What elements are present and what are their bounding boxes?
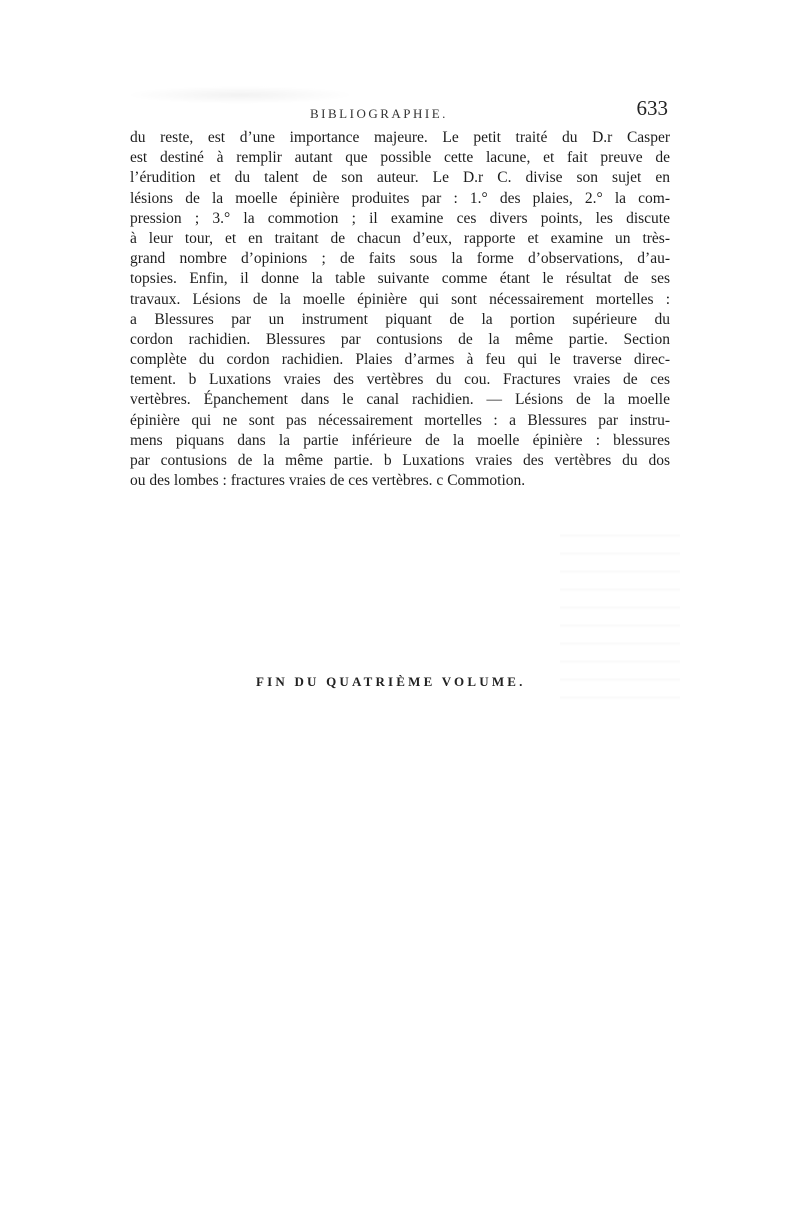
- text-line: grand nombre d’opinions ; de faits sous la forme d’observations, d’au-: [130, 250, 670, 268]
- running-title: BIBLIOGRAPHIE.: [310, 106, 448, 121]
- text-line: épinière qui ne sont pas nécessairement mortelles : a Blessures par instru-: [130, 411, 670, 429]
- text-line: travaux. Lésions de la moelle épinière qui sont nécessairement mortelles :: [130, 290, 670, 308]
- text-line: tement. b Luxations vraies des vertèbres du cou. Fractures vraies de ces: [130, 371, 670, 389]
- text-line: topsies. Enfin, il donne la table suivante comme étant le résultat de ses: [130, 270, 670, 288]
- text-line: ou des lombes : fractures vraies de ces vertèbres. c Commotion.: [130, 472, 526, 490]
- body-paragraph: [130, 128, 670, 491]
- colophon: FIN DU QUATRIÈME VOLUME.: [256, 674, 526, 689]
- text-line: par contusions de la même partie. b Luxations vraies des vertèbres du dos: [130, 452, 670, 469]
- page-number: 633: [636, 96, 668, 120]
- text-line: vertèbres. Épanchement dans le canal rachidien. — Lésions de la moelle: [130, 391, 670, 409]
- text-line: du reste, est d’une importance majeure. Le petit traité du D.r Casper: [130, 129, 670, 146]
- text-line: l’érudition et du talent de son auteur. Le D.r C. divise son sujet en: [130, 169, 670, 187]
- text-line: cordon rachidien. Blessures par contusions de la même partie. Section: [130, 330, 670, 348]
- text-line: mens piquans dans la partie inférieure de la moelle épinière : blessures: [130, 431, 670, 449]
- text-line: complète du cordon rachidien. Plaies d’armes à feu qui le traverse direc-: [130, 351, 670, 369]
- text-line: lésions de la moelle épinière produites par : 1.° des plaies, 2.° la com-: [130, 189, 670, 207]
- text-line: a Blessures par un instrument piquant de la portion supérieure du: [130, 310, 670, 328]
- bleed-through-texture: [560, 520, 680, 710]
- text-line: est destiné à remplir autant que possible cette lacune, et fait preuve de: [130, 149, 670, 167]
- text-line: à leur tour, et en traitant de chacun d’eux, rapporte et examine un très-: [130, 229, 670, 247]
- page-header: [128, 96, 672, 128]
- text-line: pression ; 3.° la commotion ; il examine ces divers points, les discute: [130, 209, 670, 227]
